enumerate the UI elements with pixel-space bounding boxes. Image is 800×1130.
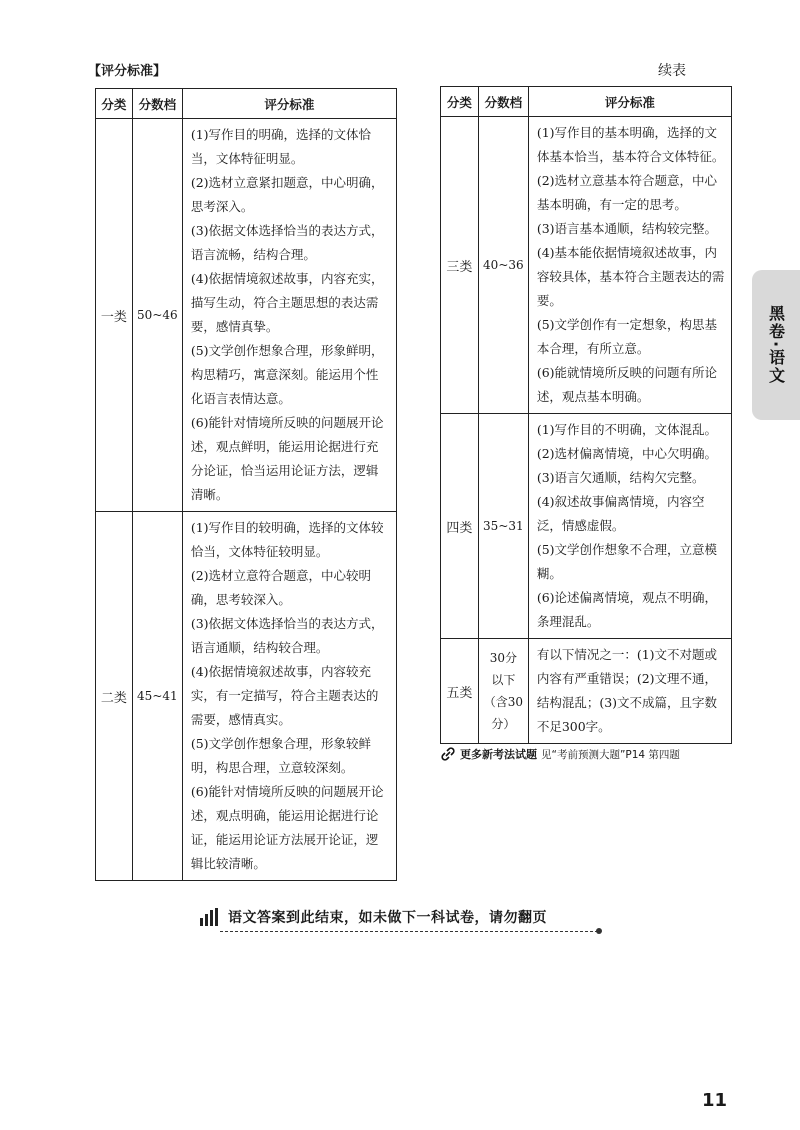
continued-label: 续表 (658, 63, 686, 79)
col-header-score: 分数档 (132, 89, 182, 119)
row-score: 40~36 (478, 117, 528, 414)
col-header-score: 分数档 (478, 87, 528, 117)
table-header-row (96, 89, 397, 119)
row-category: 五类 (441, 639, 479, 744)
row-criteria (528, 414, 731, 639)
criterion-item: (5)文学创作想象合理，形象较鲜明，构思合理，立意较深刻。 (190, 736, 372, 775)
row-category: 二类 (96, 512, 133, 881)
table-row (96, 512, 397, 881)
bars-icon (200, 908, 218, 926)
row-category: 四类 (441, 414, 479, 639)
criterion-item: (6)能针对情境所反映的问题展开论述，观点鲜明，能运用论据进行充分论证，恰当运用论证方法，逻辑清晰。 (190, 415, 384, 502)
criterion-item: (6)论述偏离情境，观点不明确，条理混乱。 (536, 590, 718, 629)
row-criteria (182, 119, 396, 512)
row-category: 三类 (441, 117, 479, 414)
criterion-item: (4)叙述故事偏离情境，内容空泛，情感虚假。 (536, 494, 705, 533)
criterion-item: (5)文学创作想象不合理，立意模糊。 (536, 542, 718, 581)
more-exam-ref: 见“考前预测大题”P14 第四题 (541, 748, 680, 761)
col-header-category: 分类 (96, 89, 133, 119)
end-note (200, 907, 600, 932)
col-header-criteria: 评分标准 (182, 89, 396, 119)
criterion-item: (2)选材立意紧扣题意，中心明确，思考深入。 (190, 175, 384, 214)
col-header-category: 分类 (441, 87, 479, 117)
criterion-item: (2)选材立意基本符合题意，中心基本明确，有一定的思考。 (536, 173, 718, 212)
criterion-item: (1)写作目的明确，选择的文体恰当，文体特征明显。 (190, 127, 372, 166)
table-row (441, 117, 732, 414)
score-line: 30分 (489, 651, 517, 665)
criterion-item: 有以下情况之一：(1)文不对题或内容有严重错误；(2)文理不通，结构混乱；(3)文不成篇，且字数不足300字。 (536, 647, 718, 734)
criterion-item: (4)依据情境叙述故事，内容较充实，有一定描写，符合主题表达的需要，感情真实。 (190, 664, 379, 727)
row-score: 35~31 (478, 414, 528, 639)
score-line: 分） (491, 717, 516, 731)
criterion-item: (3)语言基本通顺，结构较完整。 (536, 221, 718, 236)
row-category: 一类 (96, 119, 133, 512)
row-criteria (528, 117, 731, 414)
page-number: 11 (702, 1090, 728, 1111)
link-icon (440, 747, 456, 761)
more-exam-note (440, 746, 680, 762)
criterion-item: (1)写作目的较明确，选择的文体较恰当，文体特征较明显。 (190, 520, 384, 559)
row-score: 50~46 (132, 119, 182, 512)
subject-side-tab (752, 270, 800, 420)
dashed-divider (220, 931, 598, 932)
table-row (96, 119, 397, 512)
criterion-item: (2)选材偏离情境，中心欠明确。 (536, 446, 718, 461)
table-row (441, 414, 732, 639)
row-score: 45~41 (132, 512, 182, 881)
score-line: 以下 (491, 673, 516, 687)
criterion-item: (6)能针对情境所反映的问题展开论述，观点明确，能运用论据进行论证，能运用论证方法展开论证，逻辑比较清晰。 (190, 784, 384, 871)
criterion-item: (1)写作目的不明确，文体混乱。 (536, 422, 718, 437)
table-header-row (441, 87, 732, 117)
criterion-item: (1)写作目的基本明确，选择的文体基本恰当，基本符合文体特征。 (536, 125, 725, 164)
col-header-criteria: 评分标准 (528, 87, 731, 117)
end-note-text: 语文答案到此结束，如未做下一科试卷，请勿翻页 (228, 910, 547, 926)
criterion-item: (3)依据文体选择恰当的表达方式，语言流畅，结构合理。 (190, 223, 384, 262)
row-criteria (528, 639, 731, 744)
row-score (478, 639, 528, 744)
more-exam-title: 更多新考法试题 (460, 748, 537, 761)
criterion-item: (2)选材立意符合题意，中心较明确，思考较深入。 (190, 568, 372, 607)
criterion-item: (4)依据情境叙述故事，内容充实，描写生动，符合主题思想的表达需要，感情真挚。 (190, 271, 384, 334)
section-tag: 【评分标准】 (88, 64, 167, 79)
criterion-item: (5)文学创作想象合理，形象鲜明，构思精巧，寓意深刻。能运用个性化语言表情达意。 (190, 343, 384, 406)
criterion-item: (5)文学创作有一定想象，构思基本合理，有所立意。 (536, 317, 718, 356)
criterion-item: (3)语言欠通顺，结构欠完整。 (536, 470, 705, 485)
score-line: （含30 (483, 695, 523, 709)
criterion-item: (6)能就情境所反映的问题有所论述，观点基本明确。 (536, 365, 718, 404)
criterion-item: (3)依据文体选择恰当的表达方式，语言通顺，结构较合理。 (190, 616, 384, 655)
row-criteria (182, 512, 396, 881)
table-row (441, 639, 732, 744)
scoring-table-right (440, 86, 732, 744)
criterion-item: (4)基本能依据情境叙述故事，内容较具体，基本符合主题表达的需要。 (536, 245, 725, 308)
scoring-table-left (95, 88, 397, 881)
side-tab-label: 黑卷·语文 (766, 304, 786, 386)
